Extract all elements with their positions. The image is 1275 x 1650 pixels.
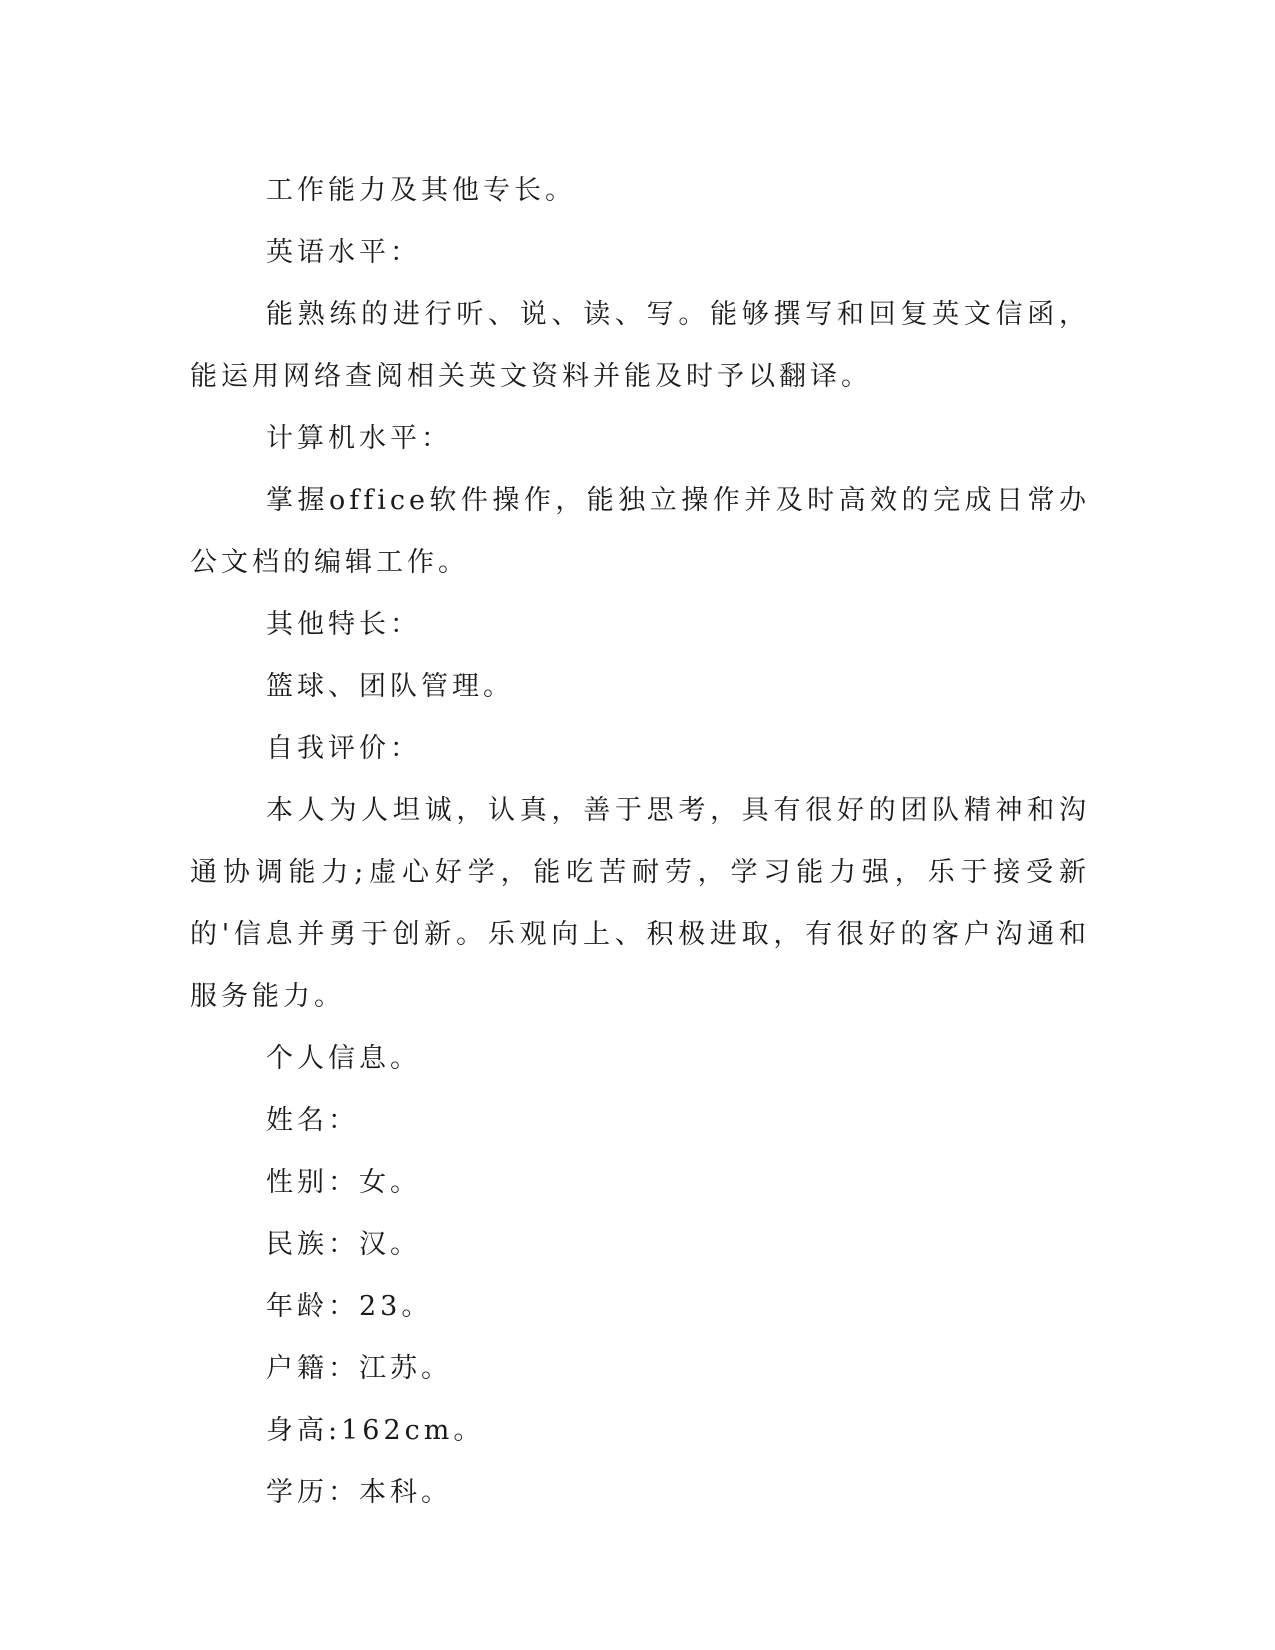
- label-computer-level: 计算机水平：: [266, 423, 452, 454]
- label-english-level: 英语水平：: [266, 237, 421, 268]
- text-other-skills: 篮球、团队管理。: [266, 671, 514, 702]
- text-english-level: 能熟练的进行听、说、读、写。能够撰写和回复英文信函，能运用网络查阅相关英文资料并能及时予以翻译。: [190, 299, 1090, 392]
- field-education: 学历：本科。: [266, 1477, 452, 1508]
- field-ethnicity: 民族：汉。: [266, 1229, 421, 1260]
- section-heading-abilities: 工作能力及其他专长。: [266, 175, 576, 206]
- field-height: 身高:162cm。: [266, 1415, 485, 1446]
- field-gender: 性别：女。: [266, 1167, 421, 1198]
- section-heading-personal-info: 个人信息。: [266, 1043, 421, 1074]
- field-age: 年龄：23。: [266, 1291, 433, 1322]
- label-other-skills: 其他特长：: [266, 609, 421, 640]
- field-household-registration: 户籍：江苏。: [266, 1353, 452, 1384]
- document-body: [190, 160, 1090, 1524]
- label-self-evaluation: 自我评价：: [266, 733, 421, 764]
- text-computer-level: 掌握office软件操作，能独立操作并及时高效的完成日常办公文档的编辑工作。: [190, 485, 1090, 578]
- field-name: 姓名：: [266, 1105, 359, 1136]
- text-self-evaluation: 本人为人坦诚，认真，善于思考，具有很好的团队精神和沟通协调能力;虚心好学，能吃苦耐劳，学习能力强，乐于接受新的'信息并勇于创新。乐观向上、积极进取，有很好的客户沟通和服务能力。: [190, 795, 1090, 1012]
